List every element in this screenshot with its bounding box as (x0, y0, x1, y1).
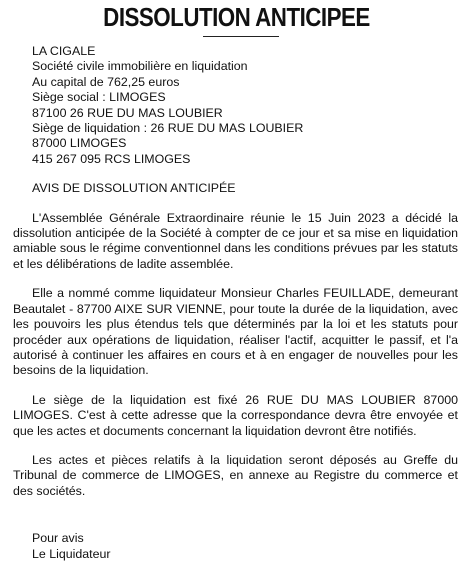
company-capital: Au capital de 762,25 euros (32, 74, 180, 89)
title-underline (203, 36, 279, 37)
company-header (32, 44, 458, 167)
signoff (32, 531, 458, 562)
paragraph-liquidator: Elle a nommé comme liquidateur Monsieur Charles FEUILLADE, demeurant Beautalet - 87700 AIXE SUR VIENNE, pour toute la durée de la liquidation, avec les pouvoirs les plus étendus tels que déterminés par la loi et les statuts pour procéder aux opérations de liquidation, réaliser l'actif, acquitter le passif, et l'a autorisé à continuer les affaires en cours et à en engager de nouvelles pour les besoins de la liquidation. (13, 286, 458, 378)
company-type: Société civile immobilière en liquidation (32, 59, 248, 74)
rcs-number: 415 267 095 RCS LIMOGES (32, 151, 191, 166)
registered-office-address: 87100 26 RUE DU MAS LOUBIER (32, 105, 223, 120)
signoff-signatory: Le Liquidateur (32, 546, 111, 561)
notice-subtitle: AVIS DE DISSOLUTION ANTICIPÉE (32, 181, 236, 196)
notice-body (13, 44, 458, 562)
paragraph-liquidation-seat: Le siège de la liquidation est fixé 26 RUE DU MAS LOUBIER 87000 LIMOGES. C'est à cette adresse que la correspondance devra être envoyée et que les actes et documents concernant la liquidation devront être notifiés. (13, 392, 458, 438)
notice-title: DISSOLUTION ANTICIPEE (103, 2, 370, 32)
liquidation-office-city: 87000 LIMOGES (32, 136, 127, 151)
company-name: LA CIGALE (32, 44, 96, 58)
paragraph-filing: Les actes et pièces relatifs à la liquidation seront déposés au Greffe du Tribunal de commerce de LIMOGES, en annexe au Registre du commerce et des sociétés. (13, 452, 458, 498)
signoff-pour-avis: Pour avis (32, 531, 84, 546)
liquidation-office: Siège de liquidation : 26 RUE DU MAS LOUBIER (32, 121, 304, 136)
paragraph-dissolution: L'Assemblée Générale Extraordinaire réunie le 15 Juin 2023 a décidé la dissolution anticipée de la Société à compter de ce jour et sa mise en liquidation amiable sous le régime conventionnel dans les conditions prévues par les statuts et les délibérations de ladite assemblée. (13, 210, 458, 271)
registered-office: Siège social : LIMOGES (32, 90, 166, 105)
